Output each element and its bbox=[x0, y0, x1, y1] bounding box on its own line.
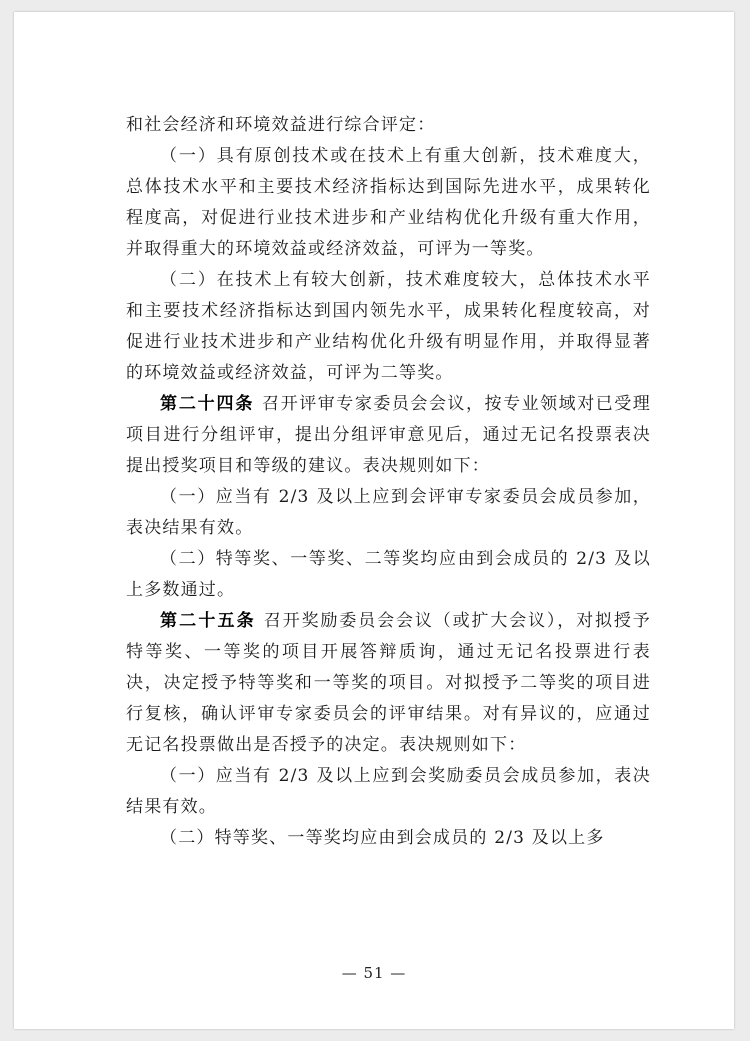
page-number: — 51 — bbox=[341, 964, 407, 982]
article-25 bbox=[126, 606, 651, 761]
article-24-title: 第二十四条 bbox=[160, 394, 255, 414]
paragraph-25-rule-2: （二）特等奖、一等奖均应由到会成员的 2/3 及以上多 bbox=[160, 828, 605, 848]
document-page bbox=[14, 12, 734, 1029]
document-body bbox=[126, 110, 651, 854]
paragraph-second-prize-criteria: （二）在技术上有较大创新，技术难度较大，总体技术水平和主要技术经济指标达到国内领先水平，成果转化程度较高，对促进行业技术进步和产业结构优化升级有明显作用，并取得显著的环境效益或经济效益，可评为二等奖。 bbox=[126, 270, 651, 383]
paragraph-24-rule-2: （二）特等奖、一等奖、二等奖均应由到会成员的 2/3 及以上多数通过。 bbox=[126, 549, 651, 600]
article-24-body: 召开评审专家委员会会议，按专业领域对已受理项目进行分组评审，提出分组评审意见后，通过无记名投票表决提出授奖项目和等级的建议。表决规则如下： bbox=[126, 394, 652, 476]
article-25-body: 召开奖励委员会会议（或扩大会议），对拟授予特等奖、一等奖的项目开展答辩质询，通过无记名投票进行表决，决定授予特等奖和一等奖的项目。对拟授予二等奖的项目进行复核，确认评审专家委员会的评审结果。对有异议的，应通过无记名投票做出是否授予的决定。表决规则如下： bbox=[126, 611, 651, 755]
paragraph-intro: 和社会经济和环境效益进行综合评定： bbox=[126, 115, 436, 135]
paragraph-25-rule-1: （一）应当有 2/3 及以上应到会奖励委员会成员参加，表决结果有效。 bbox=[126, 766, 651, 817]
article-25-title: 第二十五条 bbox=[160, 611, 256, 631]
paragraph-first-prize-criteria: （一）具有原创技术或在技术上有重大创新，技术难度大，总体技术水平和主要技术经济指标达到国际先进水平，成果转化程度高，对促进行业技术进步和产业结构优化升级有重大作用，并取得重大的环境效益或经济效益，可评为一等奖。 bbox=[126, 146, 651, 259]
article-24 bbox=[126, 389, 651, 482]
paragraph-24-rule-1: （一）应当有 2/3 及以上应到会评审专家委员会成员参加，表决结果有效。 bbox=[126, 487, 651, 538]
